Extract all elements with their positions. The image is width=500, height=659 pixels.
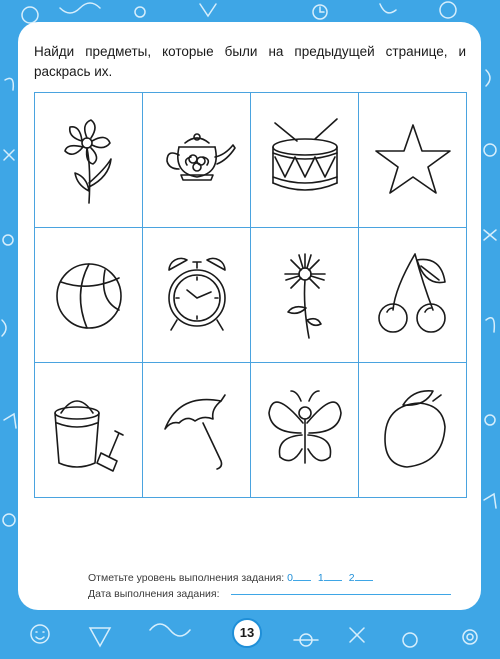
grid-cell-2[interactable] [143,93,251,228]
grid-cell-4[interactable] [359,93,467,228]
grid-cell-12[interactable] [359,363,467,498]
grid-cell-11[interactable] [251,363,359,498]
grid-cell-1[interactable] [35,93,143,228]
butterfly-icon [265,383,345,478]
level-0-line [293,580,311,581]
grid-cell-5[interactable] [35,228,143,363]
alarm-clock-icon [157,248,237,343]
drum-icon [265,113,345,208]
ball-icon [49,248,129,343]
daisy-icon [265,248,345,343]
flower-icon [49,113,129,208]
star-icon [373,113,453,208]
level-1-line [324,580,342,581]
grid-cell-7[interactable] [251,228,359,363]
level-1[interactable]: 1 [317,572,324,584]
grid-cell-10[interactable] [143,363,251,498]
lemon-icon [373,383,453,478]
level-2[interactable]: 2 [348,572,355,584]
completion-level-row [88,572,377,584]
grid-cell-9[interactable] [35,363,143,498]
grid-cell-8[interactable] [359,228,467,363]
grid-cell-6[interactable] [143,228,251,363]
level-2-line [355,580,373,581]
level-0[interactable]: 0 [287,572,293,584]
completion-date-field[interactable] [231,594,451,595]
teapot-icon [157,113,237,208]
picture-grid [34,92,467,498]
grid-cell-3[interactable] [251,93,359,228]
bucket-and-scoop-icon [49,383,129,478]
cherries-icon [373,248,453,343]
completion-level-label: Отметьте уровень выполнения задания: [88,572,285,584]
task-instruction: Найди предметы, которые были на предыдущей странице, и раскрась их. [34,44,466,79]
page-number: 13 [232,618,262,648]
umbrella-icon [157,383,237,478]
completion-date-label: Дата выполнения задания: [88,588,220,600]
